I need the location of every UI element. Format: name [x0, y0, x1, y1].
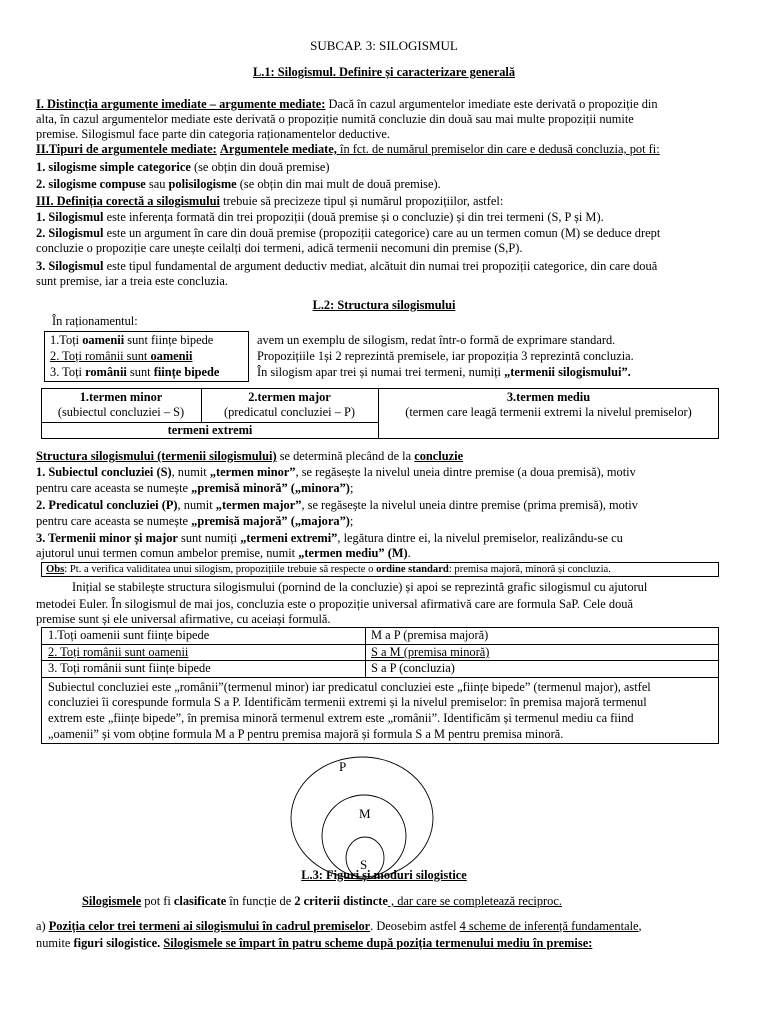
lesson-3-title: L.3: Figuri și moduri silogistice [301, 868, 467, 882]
section-3-title: III. Definiția corectă a silogismului [36, 194, 220, 208]
example-remark-3: În silogism apar trei și numai trei termeni, numiți „termenii silogismului”. [257, 365, 631, 379]
euler-paragraph-2: metodei Euler. În silogismul de mai jos, concluzia este o propoziție universal afirmativă care are formula SaP. Cele două [36, 597, 633, 611]
example-conclusion: 3. Toți românii sunt ființe bipede [50, 365, 220, 379]
section-2-line-1: II.Tipuri de argumentele mediate: Argumentele mediate, în fct. de numărul premiselor din care e dedusă concluzia, pot fi: [36, 142, 660, 156]
structure-subject-cont: pentru care aceasta se numește „premisă minoră” („minora”); [36, 481, 354, 495]
definition-2: 2. Silogismul este un argument în care din două premise (propoziții categorice) care au un termen comun (M) se deduce drept [36, 226, 661, 240]
classification-intro: Silogismele pot fi clasificate în funcție de 2 criterii distincte , dar care se completează reciproc. [82, 894, 562, 908]
formula-row-3-sentence: 3. Toți românii sunt ființe bipede [48, 661, 211, 675]
term-major-desc: (predicatul concluziei – P) [223, 405, 356, 419]
explanation-line-4: „oamenii” și vom obține formula M a P pentru premisa majoră și formula S a M pentru premisa minoră. [48, 727, 564, 741]
term-minor-desc: (subiectul concluziei – S) [57, 405, 185, 419]
criterion-a-line-2: numite figuri silogistice. Silogismele se împart în patru scheme după poziția termenului mediu în premise: [36, 936, 593, 950]
example-remark-1: avem un exemplu de silogism, redat într-o formă de exprimare standard. [257, 333, 616, 347]
euler-paragraph-1: Inițial se stabilește structura silogismului (pornind de la concluzie) și apoi se reprezintă grafic silogismul cu ajutorul [72, 580, 648, 594]
explanation-line-1: Subiectul concluziei este „românii”(termenul minor) iar predicatul concluziei este „ființe bipede” (termenul major), astfel [48, 680, 651, 694]
formula-row-2-sentence: 2. Toți românii sunt oamenii [48, 645, 189, 659]
diagram-label-m: M [359, 806, 371, 821]
structure-extremes: 3. Termenii minor și major sunt numiți „termeni extremi”, legătura dintre ei, la nivelul premiselor, realizându-se cu [36, 531, 623, 545]
extreme-terms-label: termeni extremi [167, 423, 253, 437]
term-middle-title: 3.termen mediu [506, 390, 591, 404]
definition-1: 1. Silogismul este inferența formată din trei propoziții (două premise și o concluzie) și din trei termeni (S, P și M). [36, 210, 604, 224]
chapter-title: SUBCAP. 3: SILOGISMUL [310, 38, 458, 53]
example-premise-2: 2. Toți românii sunt oamenii [50, 349, 193, 363]
example-remark-2: Propozițiile 1și 2 reprezintă premisele, iar propoziția 3 reprezintă concluzia. [257, 349, 634, 363]
term-major-title: 2.termen major [248, 390, 331, 404]
example-premise-1: 1.Toți oamenii sunt ființe bipede [50, 333, 214, 347]
criterion-a-line-1: a) Poziția celor trei termeni ai silogismului în cadrul premiselor. Deosebim astfel 4 scheme de inferență fundamentale, [36, 919, 642, 933]
structure-intro: Structura silogismului (termenii silogismului) se determină plecând de la concluzie [36, 449, 464, 463]
structure-predicate-cont: pentru care aceasta se numește „premisă majoră” („majora”); [36, 514, 354, 528]
structure-predicate: 2. Predicatul concluziei (P), numit „termen major”, se regăsește la nivelul uneia dintre premise (prima premisă), motiv [36, 498, 638, 512]
reasoning-intro: În raționamentul: [52, 314, 138, 328]
structure-subject: 1. Subiectul concluziei (S), numit „termen minor”, se regăsește la nivelul uneia dintre premise (a doua premisă), motiv [36, 465, 636, 479]
euler-paragraph-3: premise sunt și ele universal afirmative, cu aceiași formulă. [36, 612, 331, 626]
section-2-item-2: 2. silogisme compuse sau polisilogisme (se obțin din mai mult de două premise). [36, 177, 441, 191]
section-3-line-1: III. Definiția corectă a silogismului trebuie să precizeze tipul și numărul propozițiilor, astfel: [36, 194, 504, 208]
definition-3: 3. Silogismul este tipul fundamental de argument deductiv mediat, alcătuit din numai trei propoziții categorice, din care două [36, 259, 658, 273]
section-1-title: I. Distincția argumente imediate – argumente mediate: [36, 97, 326, 111]
lesson-1-title: L.1: Silogismul. Definire și caracterizare generală [252, 65, 516, 79]
term-minor-title: 1.termen minor [79, 390, 163, 404]
section-2-title: II.Tipuri de argumentele mediate: [36, 142, 217, 156]
section-1-line-1: I. Distincția argumente imediate – argumente mediate: Dacă în cazul argumentelor imediate este derivată o propoziție din [36, 97, 658, 111]
formula-row-2-formula: S a M (premisa minoră) [371, 645, 490, 659]
explanation-line-2: concluziei îi corespunde formula S a P. Identificăm termenii extremi și la nivelul premiselor: în premisa majoră termenul [48, 695, 647, 709]
definition-3-cont: sunt premise, iar a treia este concluzia. [36, 274, 228, 288]
diagram-label-p: P [339, 759, 347, 774]
observation-text: Obs: Pt. a verifica validitatea unui silogism, propozițiile trebuie să respecte o ordine standard: premisa majoră, minoră și concluzia. [46, 564, 611, 575]
formula-row-1-sentence: 1.Toți oamenii sunt ființe bipede [48, 628, 210, 642]
term-middle-desc: (termen care leagă termenii extremi la nivelul premiselor) [405, 405, 692, 419]
lesson-2-title: L.2: Structura silogismului [312, 298, 456, 312]
structure-extremes-cont: ajutorul unui termen comun ambelor premise, numit „termen mediu” (M). [36, 546, 411, 560]
section-2-item-1: 1. silogisme simple categorice (se obțin din două premise) [36, 160, 330, 174]
section-1-line-2: alta, în cazul argumentelor mediate este derivată o propoziție numită concluzie din două sau mai multe propoziții numite [36, 112, 634, 126]
definition-2-cont: concluzie o propoziție care unește ceilalți doi termeni, adică termenii necomuni din premise (S,P). [36, 241, 523, 255]
explanation-line-3: extrem este „ființe bipede”, în premisa minoră termenul extrem este „românii”. Identificăm și termenul mediu ca fiind [48, 711, 634, 725]
formula-row-3-formula: S a P (concluzia) [371, 661, 455, 675]
formula-row-1-formula: M a P (premisa majoră) [371, 628, 489, 642]
diagram-label-s: S [360, 857, 368, 872]
section-1-line-3: premise. Silogismul face parte din categoria raționamentelor deductive. [36, 127, 391, 141]
